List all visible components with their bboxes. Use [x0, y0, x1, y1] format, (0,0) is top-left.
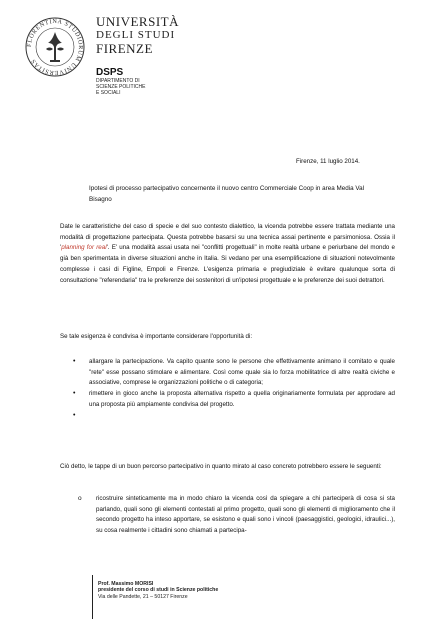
department-block — [96, 67, 166, 96]
paragraph-steps: Ciò detto, le tappe di un buon percorso partecipativo in quanto mirato al caso concreto potrebbero essere le seguenti: — [60, 463, 382, 470]
seal-text: FLORENTINA STUDIORUM UNIVERSITAS — [25, 17, 85, 77]
list-item-text: allargare la partecipazione. Va capito quante sono le persone che effettivamente animano il comitato e quale "rete" esse possano stimolare e alimentare. Così come quale sia lo forza mobilitatrice di altre realtà civiche e associative, comprese le organizzazioni politiche o di categoria; — [89, 358, 395, 387]
steps-list — [78, 494, 395, 537]
bullet-dot-icon: • — [73, 390, 76, 398]
list-item-text: rimettere in gioco anche la proposta alternativa rispetto a quella originariamente formulata per approdare ad una proposta più ampiamente condivisa del progetto. — [89, 390, 395, 408]
department-name-line-1: DIPARTIMENTO DI — [96, 78, 140, 84]
footer-divider — [92, 575, 93, 619]
footer-signature — [98, 581, 218, 600]
list-item — [68, 357, 395, 389]
paragraph-intro-part-b: '. E' una modalità assai usata nei "conflitti progettuali" in molte realtà urbane e periurbane del mondo e già ben sperimentata in diverse situazioni anche in Italia. Si vedano per una esemplificazione di situazioni notevolmente complesse i casi di Figline, Empoli e Firenze. L'esigenza primaria e pregiudiziale è evitare qualunque sorta di consultazione "referendaria" tra le preferenze dei sostenitori di un'ipotesi progettuale e le preferenze dei suoi detrattori. — [60, 244, 395, 284]
letter-date: Firenze, 11 luglio 2014. — [296, 158, 360, 165]
department-name-line-2: SCIENZE POLITICHE — [96, 84, 146, 90]
planning-for-real-emphasis: planning for real — [61, 244, 107, 252]
bullet-dot-icon: • — [73, 411, 76, 419]
bullet-dot-icon: • — [73, 358, 76, 365]
list-item — [68, 389, 395, 410]
university-seal-icon — [24, 16, 86, 78]
university-line-3: FIRENZE — [96, 41, 153, 56]
university-line-2: DEGLI STUDI — [96, 29, 176, 41]
department-abbr: DSPS — [96, 67, 124, 78]
footer-role: presidente del corso di studi in Scienze politiche — [98, 587, 219, 594]
paragraph-intro-part-a: Date le caratteristiche del caso di specie e del suo contesto dialettico, la vicenda potrebbe essere trattata mediante una modalità di progettazione partecipata. Questa potrebbe basarsi su una tecnica assai pertinente e parsimoniosa. Ossia il ' — [60, 223, 395, 252]
footer-name: Prof. Massimo MORISI — [98, 581, 154, 587]
university-line-1: UNIVERSITÀ — [96, 14, 179, 29]
bullet-list — [68, 357, 395, 422]
circle-bullet-icon: o — [78, 495, 82, 502]
list-item-text: ricostruire sinteticamente ma in modo chiaro la vicenda così da spiegare a chi parteciperà di cosa si sta parlando, quali sono gli elementi contestati al primo progetto, quali sono gli elementi di miglioramento che il secondo progetto ha inteso apportare, se esistono e quali sono i vincoli (paesaggistici, geologici, idraulici...), su cosa realmente i cittadini sono chiamati a partecipa- — [96, 495, 395, 535]
document-title: Ipotesi di processo partecipativo concernente il nuovo centro Commerciale Coop in area Media Val Bisagno — [89, 185, 364, 203]
department-name-line-3: E SOCIALI — [96, 90, 121, 96]
university-name — [96, 16, 179, 55]
list-item — [78, 494, 395, 537]
paragraph-opportunities: Se tale esigenza è condivisa è importante considerare l'opportunità di: — [60, 333, 253, 340]
department-name — [96, 78, 166, 96]
paragraph-intro — [60, 222, 395, 286]
list-item — [68, 411, 395, 422]
footer-address: Via delle Pandette, 21 – 50127 Firenze — [98, 593, 188, 600]
